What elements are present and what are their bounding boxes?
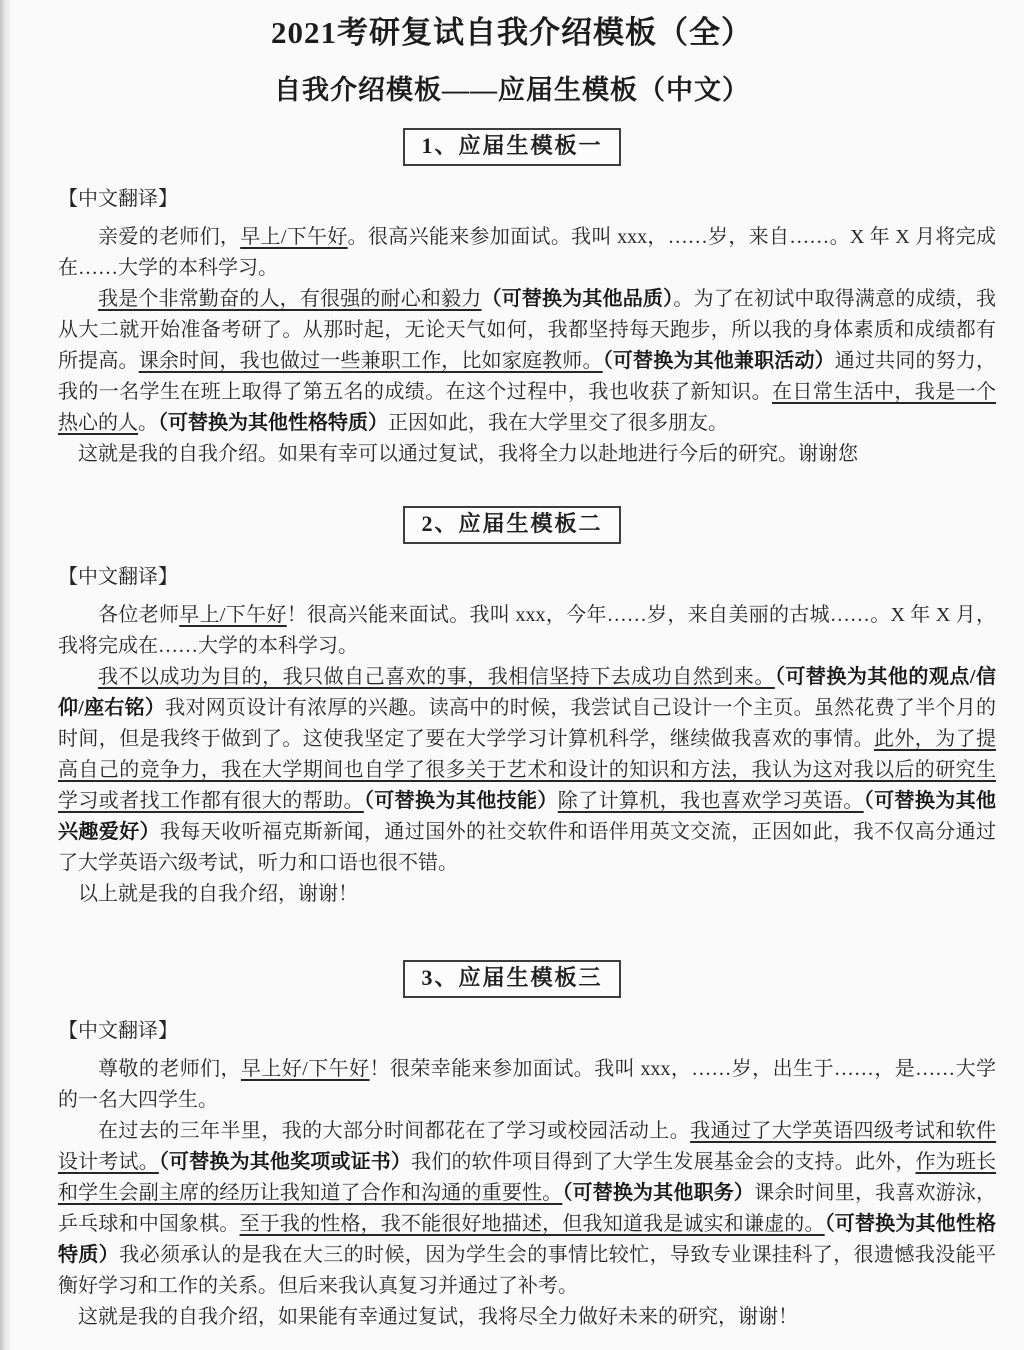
document-subtitle: 自我介绍模板——应届生模板（中文） [274, 75, 750, 105]
paragraph [58, 439, 996, 470]
text-run: 尊敬的老师们， [98, 1058, 241, 1080]
text-run: ！很高兴能来面试。我叫 xxx，今年……岁，来自美丽的古城……。X 年 X 月，我将完成在……大学的本科学习。 [58, 604, 997, 657]
text-run: 。很高兴能来参加面试。我叫 xxx，……岁，来自……。X 年 X 月将完成在……大学的本科学习。 [58, 226, 997, 279]
section-heading: 3、应届生模板三 [403, 960, 620, 998]
text-run: 。为了在初试中取得满意的成绩，我从大二就开始准备考研了。从那时起，无论天气如何，我都坚持每天跑步，所以我的身体素质和成绩都有所提高。 [58, 288, 997, 372]
text-run: 我对网页设计有浓厚的兴趣。读高中的时候，我尝试自己设计一个主页。虽然花费了半个月的时间，但是我终于做到了。这使我坚定了要在大学学习计算机科学，继续做我喜欢的事情。 [58, 697, 997, 750]
text-run: 以上就是我的自我介绍，谢谢！ [78, 883, 358, 905]
section-heading: 1、应届生模板一 [403, 128, 620, 166]
underlined-phrase: 在日常生活中，我是一个热心的人 [58, 381, 997, 434]
replaceable-note: （可替换为其他性格特质） [158, 412, 388, 434]
section-heading-row [0, 960, 1024, 998]
text-run: 正因如此，我在大学里交了很多朋友。 [388, 412, 728, 434]
section-paragraphs [58, 1054, 996, 1333]
section-heading: 2、应届生模板二 [403, 506, 620, 544]
replaceable-note: （可替换为其他职务） [562, 1182, 755, 1204]
underlined-phrase: 早上好/下午好 [240, 1058, 370, 1080]
paragraph [58, 662, 996, 879]
underlined-phrase: 我是个非常勤奋的人，有很强的耐心和毅力 [98, 288, 482, 310]
underlined-phrase: 我不以成功为目的，我只做自己喜欢的事，我相信坚持下去成功自然到来。 [98, 666, 775, 688]
replaceable-note: （可替换为其他兴趣爱好） [58, 790, 997, 843]
underlined-phrase: 课余时间，我也做过一些兼职工作，比如家庭教师。 [138, 350, 603, 372]
text-run: 亲爱的老师们， [98, 226, 241, 248]
text-run: 。 [138, 412, 158, 434]
text-run: ！很荣幸能来参加面试。我叫 xxx，……岁，出生于……，是……大学的一名大四学生。 [58, 1058, 997, 1111]
text-run: 我每天收听福克斯新闻，通过国外的社交软件和语伴用英文交流，正因如此，我不仅高分通过了大学英语六级考试，听力和口语也很不错。 [58, 821, 996, 874]
text-run: 我们的软件项目得到了大学生发展基金会的支持。此外， [411, 1151, 916, 1173]
paragraph [58, 600, 996, 662]
replaceable-note: （可替换为其他的观点/信仰/座右铭） [58, 666, 996, 719]
text-run: 各位老师 [98, 604, 180, 626]
replaceable-note: （可替换为其他性格特质） [58, 1213, 997, 1266]
replaceable-note: （可替换为其他品质） [481, 288, 674, 310]
paragraph [58, 879, 996, 910]
text-run: 我必须承认的是我在大三的时候，因为学生会的事情比较忙，导致专业课挂科了，很遗憾我没能平衡好学习和工作的关系。但后来我认真复习并通过了补考。 [58, 1244, 997, 1297]
section-paragraphs [58, 222, 996, 470]
paragraph [58, 1116, 996, 1302]
underlined-phrase: 早上/下午好 [240, 226, 348, 248]
underlined-phrase: 此外，为了提高自己的竞争力，我在大学期间也自学了很多关于艺术和设计的知识和方法，我认为这对我以后的研究生学习或者找工作都有很大的帮助。 [58, 728, 997, 812]
section-paragraphs [58, 600, 996, 910]
replaceable-note: （可替换为其他技能） [363, 790, 558, 812]
paragraph [58, 1054, 996, 1116]
chinese-translation-label: 【中文翻译】 [58, 1020, 178, 1042]
paragraph [58, 284, 996, 439]
template-section [0, 506, 1024, 910]
chinese-translation-label: 【中文翻译】 [58, 566, 178, 588]
underlined-phrase: 早上/下午好 [179, 604, 287, 626]
text-run: 这就是我的自我介绍。如果有幸可以通过复试，我将全力以赴地进行今后的研究。谢谢您 [78, 443, 858, 465]
replaceable-note: （可替换为其他兼职活动） [602, 350, 835, 372]
text-run: 这就是我的自我介绍，如果能有幸通过复试，我将尽全力做好未来的研究，谢谢！ [78, 1306, 798, 1328]
section-heading-row [0, 128, 1024, 166]
paragraph [58, 1302, 996, 1333]
sections-container [0, 128, 1024, 1333]
replaceable-note: （可替换为其他奖项或证书） [158, 1151, 412, 1173]
text-run: 在过去的三年半里，我的大部分时间都花在了学习或校园活动上。 [98, 1120, 691, 1142]
underlined-phrase: 至于我的性格，我不能很好地描述，但我知道我是诚实和谦虚的。 [239, 1213, 825, 1235]
document-title: 2021考研复试自我介绍模板（全） [271, 15, 753, 50]
template-section [0, 128, 1024, 470]
section-heading-row [0, 506, 1024, 544]
paragraph [58, 222, 996, 284]
chinese-translation-label: 【中文翻译】 [58, 188, 178, 210]
template-section [0, 960, 1024, 1333]
text-run: 通过共同的努力，我的一名学生在班上取得了第五名的成绩。在这个过程中，我也收获了新知识。 [58, 350, 997, 403]
underlined-phrase: 我通过了大学英语四级考试和软件设计考试。 [58, 1120, 997, 1173]
underlined-phrase: 除了计算机，我也喜欢学习英语。 [557, 790, 864, 812]
underlined-phrase: 作为班长和学生会副主席的经历让我知道了合作和沟通的重要性。 [58, 1151, 997, 1204]
text-run: 课余时间里，我喜欢游泳，乒乓球和中国象棋。 [58, 1182, 997, 1235]
